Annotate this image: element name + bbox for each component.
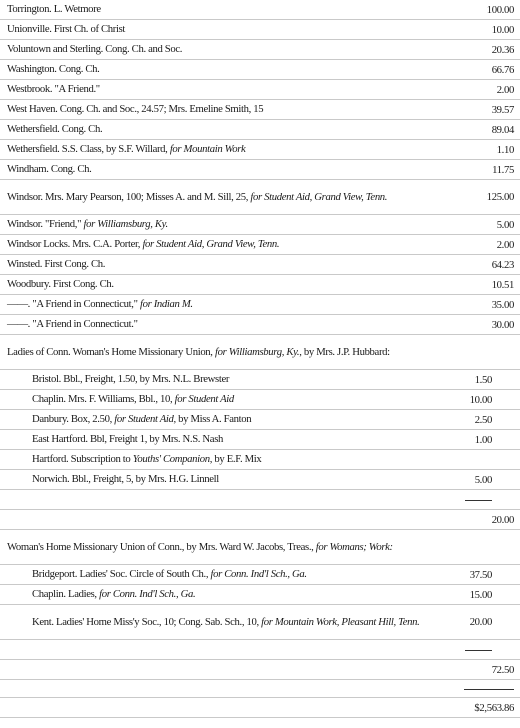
ledger-row (0, 295, 520, 315)
entry-amount: 1.10 (496, 143, 514, 156)
entry-description (0, 373, 422, 386)
entry-description (0, 63, 428, 76)
entry-description (0, 143, 428, 156)
group-item-row (0, 430, 520, 450)
rule-line (465, 650, 492, 651)
entry-text: Wethersfield. S.S. Class, by S.F. Willard, (7, 143, 170, 155)
entry-designation: for Conn. Ind'l Sch., Ga. (210, 568, 307, 580)
entry-description (0, 318, 428, 331)
entry-text: Chaplin. Mrs. F. Williams, Bbl., 10, (32, 393, 175, 405)
entry-description (0, 258, 428, 271)
entry-amount: 64.23 (491, 258, 514, 271)
rule-line (464, 689, 514, 690)
rule-line (465, 500, 492, 501)
entry-amount: 35.00 (491, 298, 514, 311)
group-item-amount: 2.50 (474, 413, 492, 426)
group-item-row (0, 565, 520, 585)
entry-designation: for Student Aid, Grand View, Tenn. (250, 190, 388, 203)
group-item-row (0, 450, 520, 470)
entry-text: Windsor Locks. Mrs. C.A. Porter, (7, 238, 143, 250)
entry-text: Hartford. Subscription to (32, 453, 133, 465)
ledger-row (0, 60, 520, 80)
entry-description (0, 278, 428, 291)
group-heading-text (0, 346, 428, 359)
entry-amount: 100.00 (486, 3, 514, 16)
entry-text: Norwich. Bbl., Freight, 5, by Mrs. H.G. Linnell (32, 473, 219, 485)
subtotal-rule (422, 494, 520, 506)
entry-text: Torrington. L. Wetmore (7, 3, 101, 15)
entry-description (0, 23, 428, 36)
entry-description (0, 238, 428, 251)
entry-description (0, 298, 428, 311)
group-heading-text (0, 541, 428, 554)
entry-text: Danbury. Box, 2.50, (32, 413, 115, 425)
subtotal-rule-row (0, 490, 520, 510)
ledger-row (0, 255, 520, 275)
entry-designation: Youths' Companion, (132, 453, 213, 465)
entry-text: ——. "A Friend in Connecticut." (7, 318, 138, 330)
group-total: 72.50 (491, 663, 514, 676)
grand-rule-row (0, 680, 520, 698)
entry-amount: 66.76 (491, 63, 514, 76)
entry-text: Windham. Cong. Ch. (7, 163, 92, 175)
entry-text: Bristol. Bbl., Freight, 1.50, by Mrs. N.L. Brewster (32, 373, 230, 385)
entry-description (0, 413, 422, 426)
entry-description (0, 3, 428, 16)
entry-designation: for Student Aid (174, 393, 234, 405)
ledger-row (0, 120, 520, 140)
entry-text: Unionville. First Ch. of Christ (7, 23, 126, 35)
entry-designation: for Mountain Work (169, 143, 246, 155)
group-item-row (0, 605, 520, 640)
entry-text: Chaplin. Ladies, (32, 588, 100, 600)
group-item-row (0, 470, 520, 490)
subtotal-rule (422, 644, 520, 656)
ledger-row (0, 140, 520, 160)
ledger-row (0, 315, 520, 335)
entry-designation: for Student Aid, Grand View, Tenn. (142, 238, 280, 250)
entry-amount: 2.00 (496, 238, 514, 251)
entry-designation: for Student Aid, (114, 413, 176, 425)
group-heading (0, 335, 520, 370)
ledger-row (0, 0, 520, 20)
group-item-amount: 15.00 (469, 588, 492, 601)
entry-amount: 10.00 (491, 23, 514, 36)
entry-description (0, 163, 428, 176)
ledger-row (0, 180, 520, 215)
entry-amount: 30.00 (491, 318, 514, 331)
group-total: 20.00 (491, 513, 514, 526)
entry-text: Winsted. First Cong. Ch. (7, 258, 106, 270)
entry-designation: for Williamsburg, Ky. (83, 218, 168, 230)
entry-description (0, 453, 422, 466)
group-heading-main: Woman's Home Missionary Union of Conn., by Mrs. Ward W. Jacobs, Treas., (7, 540, 316, 553)
grand-rule (428, 683, 520, 695)
entry-amount: 39.57 (491, 103, 514, 116)
group-item-row (0, 585, 520, 605)
group-heading-designation: for Williamsburg, Ky. (214, 345, 300, 358)
entry-description (0, 218, 428, 231)
entry-text: Woodbury. First Cong. Ch. (7, 278, 114, 290)
entry-description (0, 568, 422, 581)
entry-text: West Haven. Cong. Ch. and Soc., 24.57; Mrs. Emeline Smith, 15 (7, 103, 264, 115)
entry-text: Wethersfield. Cong. Ch. (7, 123, 103, 135)
group-total-row (0, 510, 520, 530)
group-heading-tail: , by Mrs. J.P. Hubbard: (299, 345, 390, 358)
entry-text: Windsor. Mrs. Mary Pearson, 100; Misses A. and M. Sill, 25, (7, 190, 251, 203)
subtotal-rule-row (0, 640, 520, 660)
group-item-row (0, 390, 520, 410)
group-item-row (0, 370, 520, 390)
entry-amount: 20.36 (491, 43, 514, 56)
entry-amount: 125.00 (486, 191, 514, 203)
group-item-row (0, 410, 520, 430)
entry-description (0, 123, 428, 136)
entry-text-tail: by Miss A. Fanton (175, 413, 252, 425)
grand-total-row (0, 698, 520, 718)
entry-text: ——. "A Friend in Connecticut," (7, 298, 140, 310)
group-item-amount: 10.00 (469, 393, 492, 406)
entry-designation: for Conn. Ind'l Sch., Ga. (99, 588, 196, 600)
entry-text: Voluntown and Sterling. Cong. Ch. and Soc. (7, 43, 183, 55)
ledger-row (0, 20, 520, 40)
entry-description (0, 43, 428, 56)
group-heading-designation: for Womans; Work: (315, 540, 393, 553)
entry-amount: 2.00 (496, 83, 514, 96)
entry-text: Bridgeport. Ladies' Soc. Circle of South Ch., (32, 568, 211, 580)
entry-text: East Hartford. Bbl, Freight 1, by Mrs. N.S. Nash (32, 433, 223, 445)
entry-description (0, 433, 422, 446)
entry-amount: 11.75 (492, 163, 514, 176)
group-total-row (0, 660, 520, 680)
group-item-amount: 37.50 (469, 568, 492, 581)
entry-text-tail: by E.F. Mix (212, 453, 262, 465)
ledger-row (0, 275, 520, 295)
group-item-amount: 1.50 (474, 373, 492, 386)
entry-description (0, 191, 428, 204)
ledger-row (0, 160, 520, 180)
ledger-row (0, 40, 520, 60)
ledger-row (0, 215, 520, 235)
ledger-row (0, 235, 520, 255)
entry-designation: for Mountain Work, Pleasant Hill, Tenn. (261, 615, 420, 628)
entry-description (0, 83, 428, 96)
entry-amount: 5.00 (496, 218, 514, 231)
entry-description (0, 588, 422, 601)
entry-description (0, 103, 428, 116)
entry-designation: for Indian M. (139, 298, 193, 310)
entry-text: Washington. Cong. Ch. (7, 63, 100, 75)
entry-description (0, 393, 422, 406)
group-item-amount: 1.00 (474, 433, 492, 446)
group-heading (0, 530, 520, 565)
entry-text: Windsor. "Friend," (7, 218, 84, 230)
entry-text: Westbrook. "A Friend." (7, 83, 100, 95)
entry-text: Kent. Ladies' Home Miss'y Soc., 10; Cong. Sab. Sch., 10, (32, 615, 262, 628)
ledger-row (0, 80, 520, 100)
entry-amount: 10.51 (491, 278, 514, 291)
ledger-row (0, 100, 520, 120)
group-item-amount: 20.00 (469, 616, 492, 628)
entry-amount: 89.04 (491, 123, 514, 136)
entry-description (0, 473, 422, 486)
group-item-amount: 5.00 (474, 473, 492, 486)
group-heading-main: Ladies of Conn. Woman's Home Missionary Union, (7, 345, 215, 358)
entry-description (0, 616, 422, 629)
grand-total: $2,563.86 (474, 701, 514, 714)
